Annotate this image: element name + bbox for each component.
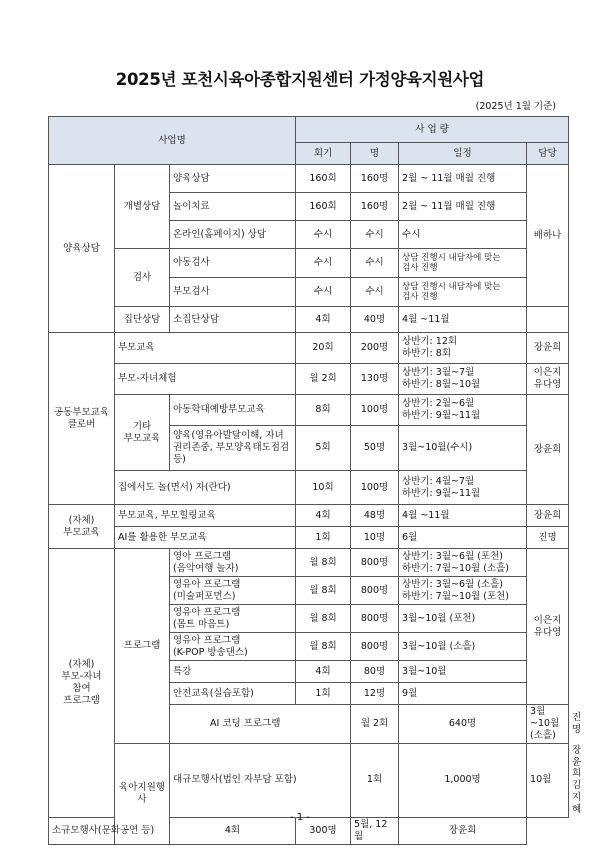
row-count: 8회: [296, 395, 351, 426]
row-people: 50명: [351, 426, 399, 471]
row-schedule: 상담 진행시 내담자에 맞는 검사 진행: [399, 249, 527, 278]
row-name: 부모교육, 부모힐링교육: [115, 505, 296, 527]
row-manager: 장윤희: [527, 505, 569, 527]
row-people: 200명: [351, 333, 399, 364]
row-schedule: 3월~10월 (소흘): [527, 705, 569, 744]
row-name: 영유아 프로그램 (몸트 마음트): [170, 605, 296, 633]
row-schedule: 상반기: 3월~7월 하반기: 8월~10월: [399, 364, 527, 395]
row-count: 1회: [296, 527, 351, 549]
row-people: 100명: [351, 471, 399, 505]
group-label: (자체) 부모교육: [49, 505, 115, 549]
row-name: 소집단상담: [170, 307, 296, 333]
row-name: 집에서도 놀(면서) 자(란다): [115, 471, 296, 505]
row-name: 영유아 프로그램 (미술퍼포먼스): [170, 577, 296, 605]
row-count: 10회: [296, 471, 351, 505]
row-schedule: 9월: [399, 683, 527, 705]
program-table: 사업명 사 업 량 회기 명 일정 담당 양육상담 개별상담 양육상담 160회 160명 2월 ~ 11월 매월 진행 배하나 놀이치료 160회 160명 2월 ~ 11월 매월 진행 온라인(홈페이지) 상담 수시 수시 수시 검사 아동검사 수시 수시 상담 진행시 내담자에 맞는 검사 진행 부모검사 수시 수시 상담 진행시 내담자에 맞는 검사 진행 집단상담 소집단상담 4회 40명 4월 ~11월 공동부모교육 클로버 부모교육 20회 200명 상반기: 12회 하반기: 8회 장윤희 부모-자녀체험 월 2회 130명 상반기: 3월~7월 하반기: 8월~10월 이은지 유다영 기타 부모교육 아동학대예방부모교육 8회 100명 상반기: 2월~6월 하반기: 9월~11월 장윤희 양육(영유아발달이해, 자녀 권리존중, 부모양육태도점검 등) 5회 50명 3월~10월(수시) 집에서도 놀(면서) 자(란다) 10회 100명 상반기: 4월~7월 하반기: 9월~11월 (자체) 부모교육 부모교육, 부모힐링교육 4회 48명 4월 ~11월 장윤희 AI를 활용한 부모교육 1회 10명 6월 진명 (자체) 부모-자녀 참여 프로그램 프로그램 영아 프로그램 (음악여행 놀자) 월 8회 800명 상반기: 3월~6월 (포천) 하반기: 7월~10월 (소흘) 이은지 유다영 영유아 프로그램 (미술퍼포먼스) 월 8회 800명 상반기: 3월~6월 (소흘) 하반기: 7월~10월 (포천) 영유아 프로그램 (몸트 마음트) 월 8회 800명 3월~10월 (포천) 영유아 프로그램 (K-POP 방송댄스) 월 8회 800명 3월~10월 (소흘) 특강 4회 80명 3월~10월 안전교육(실습포함) 1회 12명 9월 AI 코딩 프로그램 월 2회 640명 3월~10월 (소흘) 진명 육아지원행사 대규모행사(법인 자부담 포함) 1회 1,000명 10월 장윤희 김지혜 소규모행사(문화공연 등) 4회 300명 5월, 12월 장윤희: [48, 116, 569, 845]
row-count: 4회: [170, 817, 296, 844]
header-people: 명: [351, 143, 399, 165]
row-name: 특강: [170, 661, 296, 683]
row-manager: 장윤희: [527, 333, 569, 364]
row-people: 수시: [351, 221, 399, 249]
row-count: 160회: [296, 193, 351, 221]
row-count: 4회: [296, 505, 351, 527]
group-label: 공동부모교육 클로버: [49, 333, 115, 505]
row-schedule: 3월~10월 (포천): [399, 605, 527, 633]
row-name: 온라인(홈페이지) 상담: [170, 221, 296, 249]
row-schedule: 3월~10월: [399, 661, 527, 683]
row-schedule: 2월 ~ 11월 매월 진행: [399, 193, 527, 221]
subgroup-label: 검사: [115, 249, 170, 307]
row-name: 양육(영유아발달이해, 자녀 권리존중, 부모양육태도점검 등): [170, 426, 296, 471]
row-people: 1,000명: [399, 743, 527, 817]
row-schedule: 상반기: 3월~6월 (소흘) 하반기: 7월~10월 (포천): [399, 577, 527, 605]
row-count: 수시: [296, 221, 351, 249]
row-schedule: 3월~10월 (소흘): [399, 633, 527, 661]
row-name: 영유아 프로그램 (K-POP 방송댄스): [170, 633, 296, 661]
row-schedule: 4월 ~11월: [399, 505, 527, 527]
row-count: 월 2회: [351, 705, 399, 744]
row-people: 160명: [351, 193, 399, 221]
row-schedule: 6월: [399, 527, 527, 549]
row-count: 월 2회: [296, 364, 351, 395]
group-label: 육아지원행사: [115, 743, 170, 844]
subgroup-label: 개별상담: [115, 165, 170, 249]
row-people: 12명: [351, 683, 399, 705]
group-label: (자체) 부모-자녀 참여 프로그램: [49, 549, 115, 818]
row-manager: 장윤희: [527, 395, 569, 505]
row-count: 4회: [296, 661, 351, 683]
row-name: 안전교육(실습포함): [170, 683, 296, 705]
page-number: - 1 -: [290, 812, 310, 823]
row-schedule: 상반기: 2월~6월 하반기: 9월~11월: [399, 395, 527, 426]
row-manager: 진명: [527, 527, 569, 549]
row-people: 640명: [399, 705, 527, 744]
row-name: 양육상담: [170, 165, 296, 193]
row-schedule: 상반기: 4월~7월 하반기: 9월~11월: [399, 471, 527, 505]
row-schedule: 4월 ~11월: [399, 307, 527, 333]
row-schedule: 3월~10월(수시): [399, 426, 527, 471]
row-name: 영아 프로그램 (음악여행 놀자): [170, 549, 296, 577]
subgroup-label: 프로그램: [115, 549, 170, 744]
row-schedule: 상담 진행시 내담자에 맞는 검사 진행: [399, 278, 527, 307]
row-people: 800명: [351, 605, 399, 633]
row-schedule: 2월 ~ 11월 매월 진행: [399, 165, 527, 193]
row-count: 1회: [351, 743, 399, 817]
row-people: 800명: [351, 549, 399, 577]
row-schedule: 수시: [399, 221, 527, 249]
row-name: 놀이치료: [170, 193, 296, 221]
row-people: 수시: [351, 278, 399, 307]
row-people: 300명: [296, 817, 351, 844]
page-title: 2025년 포천시육아종합지원센터 가정양육지원사업: [115, 70, 485, 89]
row-manager: 이은지 유다영: [527, 364, 569, 395]
row-name: AI를 활용한 부모교육: [115, 527, 296, 549]
row-schedule: 상반기: 12회 하반기: 8회: [399, 333, 527, 364]
row-people: 130명: [351, 364, 399, 395]
row-people: 160명: [351, 165, 399, 193]
row-name: 부모검사: [170, 278, 296, 307]
subgroup-label: 기타 부모교육: [115, 395, 170, 471]
row-name: 부모-자녀체험: [115, 364, 296, 395]
row-name: 아동학대예방부모교육: [170, 395, 296, 426]
row-count: 1회: [296, 683, 351, 705]
row-people: 100명: [351, 395, 399, 426]
row-name: 소규모행사(문화공연 등): [49, 817, 170, 844]
row-schedule: 5월, 12월: [351, 817, 399, 844]
group-label: 양육상담: [49, 165, 115, 333]
row-people: 80명: [351, 661, 399, 683]
subgroup-label: 집단상담: [115, 307, 170, 333]
row-count: 160회: [296, 165, 351, 193]
header-count: 회기: [296, 143, 351, 165]
header-business-name: 사업명: [49, 117, 296, 165]
row-people: 10명: [351, 527, 399, 549]
row-manager: 배하나: [527, 165, 569, 307]
row-people: 48명: [351, 505, 399, 527]
row-people: 40명: [351, 307, 399, 333]
row-people: 800명: [351, 577, 399, 605]
row-count: 수시: [296, 249, 351, 278]
row-count: 수시: [296, 278, 351, 307]
row-manager: 이은지 유다영: [527, 549, 569, 705]
row-manager-empty: [527, 307, 569, 333]
row-count: 4회: [296, 307, 351, 333]
row-count: 월 8회: [296, 549, 351, 577]
header-manager: 담당: [527, 143, 569, 165]
row-schedule: 10월: [527, 743, 569, 817]
row-manager: 장윤희: [399, 817, 527, 844]
row-schedule: 상반기: 3월~6월 (포천) 하반기: 7월~10월 (소흘): [399, 549, 527, 577]
header-volume: 사 업 량: [296, 117, 569, 143]
row-name: 아동검사: [170, 249, 296, 278]
row-name: 부모교육: [115, 333, 296, 364]
reference-date: (2025년 1월 기준): [475, 101, 556, 112]
header-schedule: 일정: [399, 143, 527, 165]
row-people: 800명: [351, 633, 399, 661]
row-count: 5회: [296, 426, 351, 471]
row-count: 월 8회: [296, 605, 351, 633]
row-count: 20회: [296, 333, 351, 364]
row-name: 대규모행사(법인 자부담 포함): [170, 743, 351, 817]
row-name: AI 코딩 프로그램: [170, 705, 351, 744]
row-people: 수시: [351, 249, 399, 278]
row-count: 월 8회: [296, 577, 351, 605]
row-count: 월 8회: [296, 633, 351, 661]
